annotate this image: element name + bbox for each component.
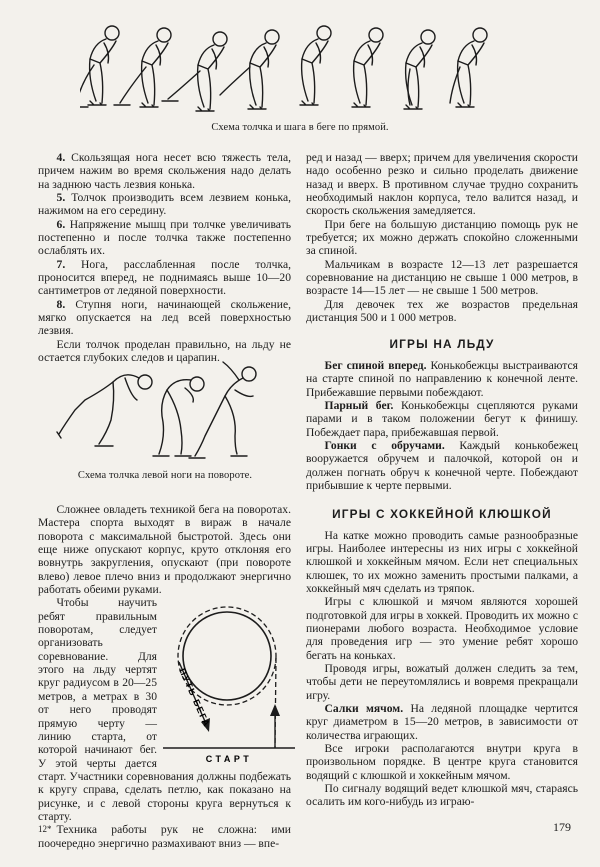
skater-1	[80, 26, 119, 107]
paragraph-hockey-1: На катке можно проводить самые разнообразные игры. Наиболее интересны из них игры с хоккейной клюшкой и хоккейным мячом. Если нет специальных клюшек, то их можно заменить простыми палками, а хоккейный мяч сделать из тряпок.	[306, 528, 578, 595]
paragraph-girls: Для девочек тех же возрастов предельная дистанция 500 и 1 000 метров.	[306, 297, 578, 325]
paragraph-8: 8. Ступня ноги, начинающей скольжение, мягко опускается на лед всей поверхностью лезвия.	[38, 297, 291, 338]
start-loop-diagram	[163, 598, 295, 766]
skater-6	[352, 28, 383, 107]
paragraph-long-distance: При беге на большую дистанцию помощь рук не требуется; их можно держать спокойно сложенными за спиной.	[306, 217, 578, 258]
paragraph-9: Если толчок проделан правильно, на льду не остается глубоких следов и царапин.	[38, 337, 291, 365]
left-column-top	[38, 151, 291, 365]
skater-5	[300, 26, 331, 105]
paragraph-7: 7. Нога, расслабленная после толчка, проносится вперед, не поднимаясь выше 10—20 сантиметров от ледяной поверхности.	[38, 257, 291, 298]
paragraph-signal: По сигналу водящий ведет клюшкой мяч, стараясь осалить им кого-нибудь из играю-	[306, 782, 578, 809]
game-ball-tag: Салки мячом. На ледяной площадке чертится круг диаметром в 15—20 метров, в зависимости от количества играющих.	[306, 702, 579, 742]
straight-skating-figure	[80, 15, 520, 120]
left-column-bottom	[38, 503, 291, 850]
skater-4	[220, 30, 279, 109]
paragraph-continued: ред и назад — вверх; причем для увеличения скорости надо особенно резко и сильно проделать движение назад и вверх. В противном случае трудно сохранить необходимый наклон корпуса, тело валится назад, и скорость скольжения замедляется.	[306, 151, 578, 218]
paragraph-hockey-2: Игры с клюшкой и мячом являются хорошей подготовкой для игры в хоккей. Проводить их можно с пионерами любого возраста. Необходимое условие для проведения игр — это умение ребят хорошо бегать на коньках.	[306, 595, 578, 662]
paragraph-boys: Мальчикам в возрасте 12—13 лет разрешается соревнование на дистанцию не свыше 1 000 метров, в возрасте 14—15 лет — не свыше 1 500 метров.	[306, 257, 578, 298]
path-label: ПУТЬ БЕГА	[177, 667, 213, 730]
paragraph-4: 4. Скользящая нога несет всю тяжесть тела, причем нажим во время скольжения надо делать на заднюю часть лезвия конька.	[38, 151, 291, 191]
heading-ice-games: ИГРЫ НА ЛЬДУ	[389, 337, 495, 352]
paragraph-hockey-3: Проводя игры, вожатый должен следить за тем, чтобы дети не переутомлялись и вовремя прекращали игру.	[306, 662, 578, 702]
turn-skating-figure	[55, 360, 275, 460]
paragraph-players: Все игроки располагаются внутри круга в произвольном порядке. В центре круга становится водящий с клюшкой и хоккейным мячом.	[306, 742, 578, 782]
game-pairs: Парный бег. Конькобежцы сцепляются руками парами и в таком положении бегут к финишу. Побеждает пара, прибежавшая первой.	[306, 398, 578, 439]
signature-mark: 12*	[38, 824, 52, 834]
skater-7	[404, 30, 435, 109]
paragraph-turns: Сложнее овладеть техникой бега на поворотах. Мастера спорта выходят в вираж в начале поворота с максимальной быстротой. Здесь они еще ниже опускают корпус, круто отклоняя его вовнутрь закругления, опускают (при повороте влево) левое плечо вниз и продолжают энергично работать обеими руками.	[38, 503, 291, 597]
game-backwards: Бег спиной вперед. Конькобежцы выстраиваются на старте спиной по направлению к конечной ленте. Прибежавшие первыми побеждают.	[306, 358, 578, 399]
top-figure-caption: Схема толчка и шага в беге по прямой.	[211, 122, 389, 133]
start-label: СТАРТ	[205, 754, 253, 765]
turn-figure-caption: Схема толчка левой ноги на повороте.	[77, 470, 253, 481]
heading-hockey-games: ИГРЫ С ХОККЕЙНОЙ КЛЮШКОЙ	[332, 507, 552, 522]
paragraph-5: 5. Толчок производить всем лезвием конька, нажимом на его середину.	[38, 191, 291, 218]
skater-3	[162, 32, 227, 111]
paragraph-arms: Техника работы рук не сложна: ими поочередно энергично размахивают вниз — впе-	[38, 823, 291, 850]
right-column	[306, 151, 578, 809]
game-hoops: Гонки с обручами. Каждый конькобежец вооружается обручем и палочкой, которой он и должен погнать обруч к конечной черте. Побеждают прибывшие к черте первыми.	[306, 438, 579, 492]
skater-8	[450, 28, 487, 107]
paragraph-6: 6. Напряжение мышц при толчке увеличивать постепенно и после толчка также постепенно ослаблять их.	[38, 217, 291, 258]
paragraph-competition: Чтобы научить ребят правильным поворотам, следует организовать соревнование. Для этого на льду чертят круг радиусом в 20—25 метров, а метрах в 30 от него проводят прямую черту — линию старта, от которой начинают бег. У этой черты дается старт. Участники соревнования должны подбежать к кругу справа, сделать петлю, как показано на рисунке, и с левой стороны круга вернуться к старту.	[38, 596, 291, 823]
page-number: 179	[553, 820, 571, 834]
skater-2	[114, 28, 171, 107]
